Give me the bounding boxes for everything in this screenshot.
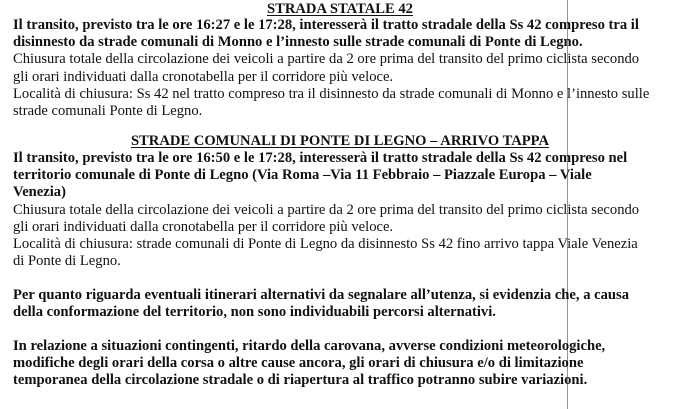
text-line: Località di chiusura: Ss 42 nel tratto compreso tra il disinnesto da strade comunali di Monno e l’innesto sulle: [13, 85, 650, 102]
text-line: Il transito, previsto tra le ore 16:27 e le 17:28, interesserà il tratto stradale della Ss 42 compreso tra il: [13, 17, 639, 33]
text-line: della conformazione del territorio, non sono individuabili percorsi alternativi.: [13, 304, 496, 321]
text-line: gli orari individuati dalla cronotabella per il corridore più veloce.: [13, 218, 394, 235]
closure-paragraph: [13, 51, 667, 85]
text-line: modifiche degli orari della corsa o altre cause ancora, gli orari di chiusura e/o di limitazione: [13, 355, 584, 372]
section-title-ponte-di-legno: STRADE COMUNALI DI PONTE DI LEGNO – ARRIVO TAPPA: [130, 133, 550, 149]
text-line: Località di chiusura: strade comunali di Ponte di Legno da disinnesto Ss 42 fino arrivo tappa Viale Venezia: [13, 236, 638, 253]
text-line: Per quanto riguarda eventuali itinerari alternativi da segnalare all’utenza, si evidenzia che, a causa: [13, 287, 630, 303]
section-strada-statale: [13, 17, 667, 120]
location-paragraph: [13, 236, 667, 270]
transit-paragraph: [13, 150, 667, 202]
section-title-strada-statale: STRADA STATALE 42: [267, 1, 413, 17]
alternatives-text: [13, 287, 667, 321]
text-line: Chiusura totale della circolazione dei veicoli a partire da 2 ore prima del transito del primo ciclista secondo: [13, 51, 640, 68]
text-line: territorio comunale di Ponte di Legno (Via Roma –Via 11 Febbraio – Piazzale Europa – Viale: [13, 167, 592, 184]
variations-paragraph: [13, 338, 667, 390]
text-line: di Ponte di Legno.: [13, 253, 121, 270]
text-line: Chiusura totale della circolazione dei veicoli a partire da 2 ore prima del transito del primo ciclista secondo: [13, 201, 640, 218]
text-line: temporanea della circolazione stradale o di riapertura al traffico potranno subire variazioni.: [13, 372, 588, 389]
section-ponte-di-legno: [13, 150, 667, 270]
transit-paragraph: [13, 17, 667, 51]
text-line: Venezia): [13, 184, 66, 201]
text-line: In relazione a situazioni contingenti, ritardo della carovana, avverse condizioni meteorologiche,: [13, 338, 606, 354]
closure-paragraph: [13, 202, 667, 236]
location-paragraph: [13, 86, 667, 120]
text-line: disinnesto da strade comunali di Monno e l’innesto sulle strade comunali di Ponte di Legno.: [13, 34, 583, 51]
variations-text: [13, 338, 667, 390]
text-line: Il transito, previsto tra le ore 16:50 e le 17:28, interesserà il tratto stradale della Ss 42 compreso nel: [13, 150, 628, 166]
text-line: gli orari individuati dalla cronotabella per il corridore più veloce.: [13, 68, 394, 85]
alternatives-paragraph: [13, 287, 667, 321]
text-line: strade comunali Ponte di Legno.: [13, 103, 203, 120]
